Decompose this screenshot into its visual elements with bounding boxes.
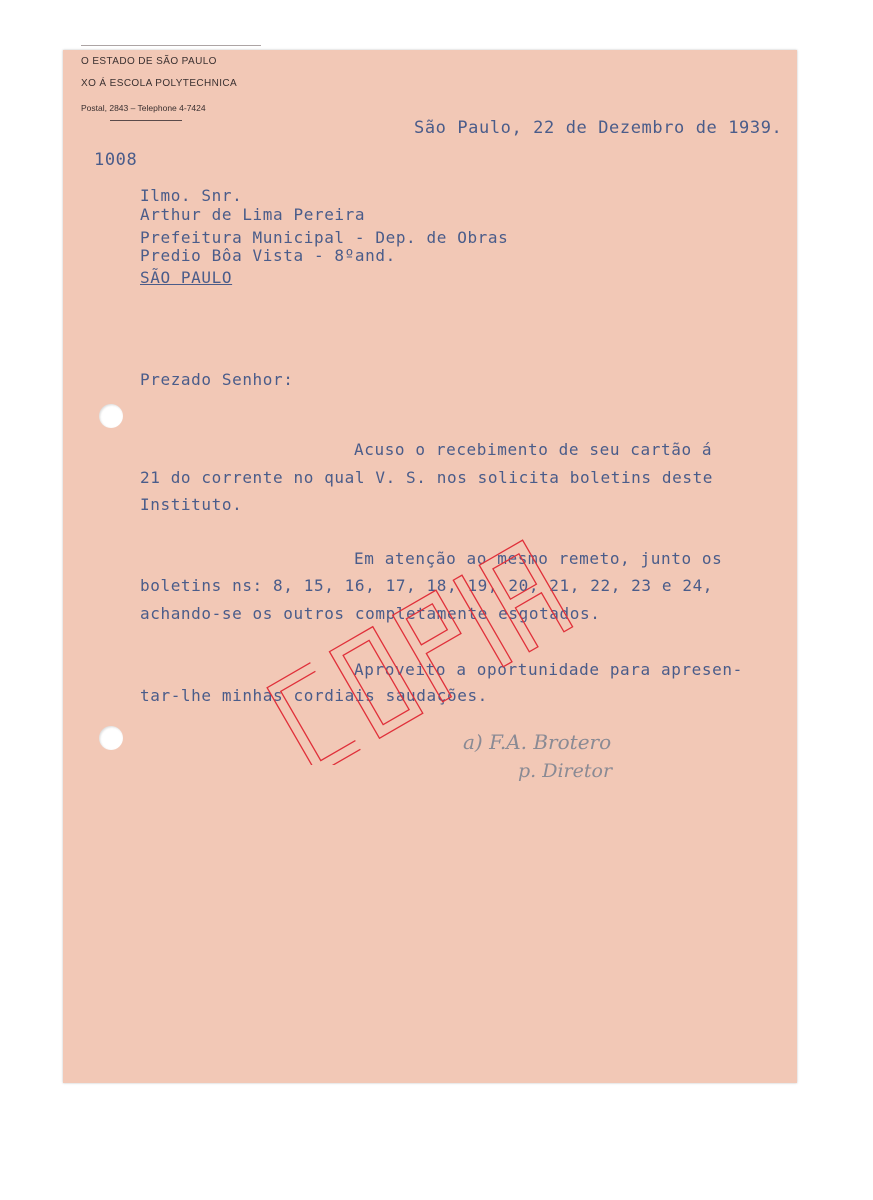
copia-stamp <box>233 445 633 765</box>
paragraph-1-line-3: Instituto. <box>140 495 243 514</box>
paragraph-2-line-1: Em atenção ao mesmo remeto, junto os <box>354 549 723 568</box>
reference-number: 1008 <box>94 150 138 170</box>
paragraph-1-line-1: Acuso o recebimento de seu cartão á <box>354 440 713 459</box>
recipient-organization: Prefeitura Municipal - Dep. de Obras <box>140 228 509 247</box>
signature: a) F.A. Brotero <box>463 730 612 754</box>
recipient-address: Predio Bôa Vista - 8ºand. <box>140 246 396 265</box>
paragraph-1-line-2: 21 do corrente no qual V. S. nos solicita boletins deste <box>140 468 714 487</box>
punch-hole-top <box>99 404 123 428</box>
paragraph-3-line-2: tar-lhe minhas cordiais saudações. <box>140 686 488 705</box>
letterhead-line-1: O ESTADO DE SÃO PAULO <box>81 56 217 67</box>
copia-stamp-graphic <box>233 445 633 765</box>
letterhead-line-2: XO Á ESCOLA POLYTECHNICA <box>81 78 238 89</box>
signature-title: p. Diretor <box>518 760 613 782</box>
greeting: Prezado Senhor: <box>140 370 294 389</box>
paragraph-3-line-1: Aproveito a oportunidade para apresen- <box>354 660 743 679</box>
recipient-title: Ilmo. Snr. <box>140 186 243 205</box>
paragraph-2-line-3: achando-se os outros completamente esgotados. <box>140 604 601 623</box>
letter-sheet <box>63 50 797 1083</box>
date-line: São Paulo, 22 de Dezembro de 1939. <box>414 118 783 138</box>
punch-hole-bottom <box>99 726 123 750</box>
letterhead-rule <box>110 120 182 121</box>
letterhead-cut-line <box>81 45 261 50</box>
paragraph-2-line-2: boletins ns: 8, 15, 16, 17, 18, 19, 20, 21, 22, 23 e 24, <box>140 576 714 595</box>
recipient-name: Arthur de Lima Pereira <box>140 205 366 224</box>
recipient-city: SÃO PAULO <box>140 268 233 287</box>
letterhead-line-3: Postal, 2843 – Telephone 4-7424 <box>81 103 206 113</box>
